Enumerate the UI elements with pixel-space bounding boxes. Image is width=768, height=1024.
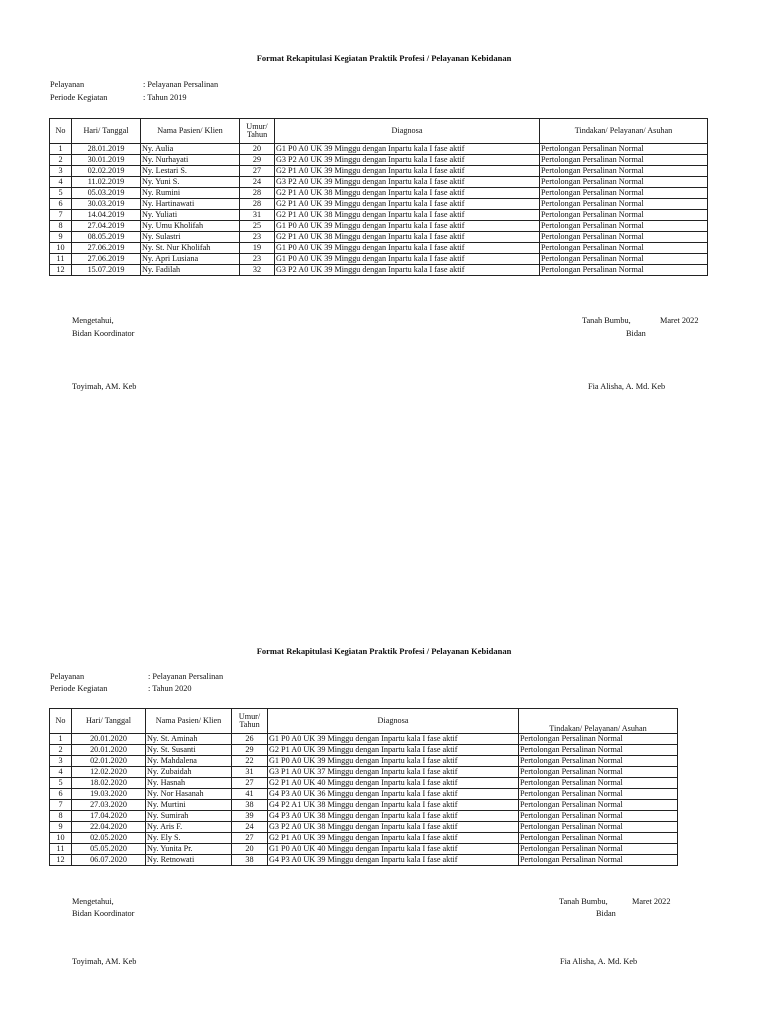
row-diagnosa: G2 P1 A0 UK 40 Minggu dengan Inpartu kala I fase aktif xyxy=(268,778,519,789)
mengetahui-text: Mengetahui, xyxy=(72,897,114,906)
row-tanggal: 30.01.2019 xyxy=(72,155,141,166)
row-tanggal: 28.01.2019 xyxy=(72,144,141,155)
row-no: 11 xyxy=(50,844,72,855)
row-tanggal: 20.01.2020 xyxy=(72,734,146,745)
row-umur: 38 xyxy=(232,855,268,866)
pelayanan-label: Pelayanan xyxy=(50,80,85,89)
row-no: 2 xyxy=(50,155,72,166)
row-tanggal: 17.04.2020 xyxy=(72,811,146,822)
row-nama: Ny. St. Nur Kholifah xyxy=(141,243,240,254)
table-row xyxy=(50,265,708,276)
row-nama: Ny. Yuni S. xyxy=(141,177,240,188)
row-umur: 25 xyxy=(240,221,275,232)
row-nama: Ny. St. Susanti xyxy=(146,745,232,756)
row-no: 9 xyxy=(50,822,72,833)
col-header-nama: Nama Pasien/ Klien xyxy=(146,709,232,734)
table-row xyxy=(50,166,708,177)
row-umur: 24 xyxy=(232,822,268,833)
table-row xyxy=(50,254,708,265)
row-tindakan: Pertolongan Persalinan Normal xyxy=(540,166,708,177)
row-tanggal: 20.01.2020 xyxy=(72,745,146,756)
row-umur: 31 xyxy=(240,210,275,221)
periode-label: Periode Kegiatan xyxy=(50,684,108,693)
table-row xyxy=(50,745,678,756)
row-tanggal: 15.07.2019 xyxy=(72,265,141,276)
row-no: 4 xyxy=(50,177,72,188)
row-diagnosa: G1 P0 A0 UK 39 Minggu dengan Inpartu kala I fase aktif xyxy=(268,734,519,745)
row-umur: 29 xyxy=(232,745,268,756)
row-nama: Ny. Nurhayati xyxy=(141,155,240,166)
table-row xyxy=(50,789,678,800)
row-tanggal: 30.03.2019 xyxy=(72,199,141,210)
row-tanggal: 08.05.2019 xyxy=(72,232,141,243)
periode-value: : Tahun 2020 xyxy=(148,684,192,693)
row-nama: Ny. Rumini xyxy=(141,188,240,199)
row-nama: Ny. Sulastri xyxy=(141,232,240,243)
place-text: Tanah Bumbu, xyxy=(582,316,631,325)
table-row xyxy=(50,232,708,243)
periode-label: Periode Kegiatan xyxy=(50,93,108,102)
col-header-umur: Umur/ Tahun xyxy=(240,119,275,144)
table-row xyxy=(50,800,678,811)
row-tindakan: Pertolongan Persalinan Normal xyxy=(540,232,708,243)
table-header-row xyxy=(50,709,678,734)
document-title: Format Rekapitulasi Kegiatan Praktik Profesi / Pelayanan Kebidanan xyxy=(256,53,512,63)
row-tindakan: Pertolongan Persalinan Normal xyxy=(540,221,708,232)
table-body xyxy=(50,144,708,276)
row-tindakan: Pertolongan Persalinan Normal xyxy=(540,254,708,265)
row-diagnosa: G1 P0 A0 UK 39 Minggu dengan Inpartu kala I fase aktif xyxy=(275,243,540,254)
row-tindakan: Pertolongan Persalinan Normal xyxy=(540,144,708,155)
row-umur: 22 xyxy=(232,756,268,767)
row-tanggal: 02.05.2020 xyxy=(72,833,146,844)
row-tanggal: 05.05.2020 xyxy=(72,844,146,855)
row-umur: 23 xyxy=(240,254,275,265)
row-tindakan: Pertolongan Persalinan Normal xyxy=(540,188,708,199)
row-nama: Ny. St. Aminah xyxy=(146,734,232,745)
row-diagnosa: G3 P2 A0 UK 39 Minggu dengan Inpartu kala I fase aktif xyxy=(275,265,540,276)
bidan-title: Bidan xyxy=(626,329,646,338)
row-nama: Ny. Sumirah xyxy=(146,811,232,822)
row-tindakan: Pertolongan Persalinan Normal xyxy=(540,243,708,254)
koordinator-title: Bidan Koordinator xyxy=(72,329,135,338)
row-diagnosa: G2 P1 A0 UK 38 Minggu dengan Inpartu kala I fase aktif xyxy=(275,188,540,199)
table-row xyxy=(50,855,678,866)
row-umur: 28 xyxy=(240,199,275,210)
row-tindakan: Pertolongan Persalinan Normal xyxy=(519,833,678,844)
row-tanggal: 02.01.2020 xyxy=(72,756,146,767)
row-no: 11 xyxy=(50,254,72,265)
row-diagnosa: G3 P2 A0 UK 38 Minggu dengan Inpartu kala I fase aktif xyxy=(268,822,519,833)
row-diagnosa: G2 P1 A0 UK 39 Minggu dengan Inpartu kala I fase aktif xyxy=(268,745,519,756)
row-no: 5 xyxy=(50,778,72,789)
rekap-table xyxy=(49,708,678,866)
pelayanan-label: Pelayanan xyxy=(50,672,85,681)
row-tindakan: Pertolongan Persalinan Normal xyxy=(519,789,678,800)
row-no: 12 xyxy=(50,265,72,276)
row-tindakan: Pertolongan Persalinan Normal xyxy=(540,177,708,188)
table-row xyxy=(50,144,708,155)
col-header-nama: Nama Pasien/ Klien xyxy=(141,119,240,144)
row-diagnosa: G2 P1 A0 UK 39 Minggu dengan Inpartu kala I fase aktif xyxy=(268,833,519,844)
table-row xyxy=(50,822,678,833)
row-no: 12 xyxy=(50,855,72,866)
row-diagnosa: G3 P2 A0 UK 39 Minggu dengan Inpartu kala I fase aktif xyxy=(275,155,540,166)
row-tanggal: 27.04.2019 xyxy=(72,221,141,232)
row-umur: 20 xyxy=(240,144,275,155)
table-row xyxy=(50,833,678,844)
row-tanggal: 02.02.2019 xyxy=(72,166,141,177)
row-tindakan: Pertolongan Persalinan Normal xyxy=(519,734,678,745)
koordinator-name: Toyimah, AM. Keb xyxy=(72,382,137,391)
row-umur: 27 xyxy=(232,778,268,789)
row-no: 1 xyxy=(50,734,72,745)
row-tanggal: 27.06.2019 xyxy=(72,243,141,254)
table-row xyxy=(50,177,708,188)
row-tanggal: 27.06.2019 xyxy=(72,254,141,265)
row-nama: Ny. Ely S. xyxy=(146,833,232,844)
row-umur: 31 xyxy=(232,767,268,778)
col-header-diagnosa: Diagnosa xyxy=(275,119,540,144)
row-tindakan: Pertolongan Persalinan Normal xyxy=(519,767,678,778)
document-title: Format Rekapitulasi Kegiatan Praktik Profesi / Pelayanan Kebidanan xyxy=(256,646,512,656)
row-diagnosa: G4 P3 A0 UK 39 Minggu dengan Inpartu kala I fase aktif xyxy=(268,855,519,866)
table-body xyxy=(50,734,678,866)
col-header-tindakan: Tindakan/ Pelayanan/ Asuhan xyxy=(540,119,708,144)
col-header-tanggal: Hari/ Tanggal xyxy=(72,709,146,734)
table-row xyxy=(50,767,678,778)
table-row xyxy=(50,243,708,254)
row-diagnosa: G4 P2 A1 UK 38 Minggu dengan Inpartu kala I fase aktif xyxy=(268,800,519,811)
koordinator-title: Bidan Koordinator xyxy=(72,909,135,918)
row-nama: Ny. Lestari S. xyxy=(141,166,240,177)
row-umur: 39 xyxy=(232,811,268,822)
row-tanggal: 06.07.2020 xyxy=(72,855,146,866)
row-nama: Ny. Yunita Pr. xyxy=(146,844,232,855)
row-no: 7 xyxy=(50,800,72,811)
row-diagnosa: G2 P1 A0 UK 38 Minggu dengan Inpartu kala I fase aktif xyxy=(275,210,540,221)
row-nama: Ny. Hartinawati xyxy=(141,199,240,210)
row-no: 10 xyxy=(50,833,72,844)
row-nama: Ny. Nor Hasanah xyxy=(146,789,232,800)
row-no: 6 xyxy=(50,789,72,800)
row-umur: 28 xyxy=(240,188,275,199)
row-nama: Ny. Hasnah xyxy=(146,778,232,789)
row-nama: Ny. Apri Lusiana xyxy=(141,254,240,265)
koordinator-name: Toyimah, AM. Keb xyxy=(72,957,137,966)
row-tindakan: Pertolongan Persalinan Normal xyxy=(519,745,678,756)
row-tindakan: Pertolongan Persalinan Normal xyxy=(540,155,708,166)
row-diagnosa: G1 P0 A0 UK 39 Minggu dengan Inpartu kala I fase aktif xyxy=(275,144,540,155)
row-tanggal: 27.03.2020 xyxy=(72,800,146,811)
row-diagnosa: G1 P0 A0 UK 40 Minggu dengan Inpartu kala I fase aktif xyxy=(268,844,519,855)
col-header-diagnosa: Diagnosa xyxy=(268,709,519,734)
col-header-tanggal: Hari/ Tanggal xyxy=(72,119,141,144)
table-row xyxy=(50,210,708,221)
row-diagnosa: G1 P0 A0 UK 39 Minggu dengan Inpartu kala I fase aktif xyxy=(275,221,540,232)
row-nama: Ny. Yuliati xyxy=(141,210,240,221)
row-nama: Ny. Retnowati xyxy=(146,855,232,866)
table-row xyxy=(50,756,678,767)
rekap-table xyxy=(49,118,708,276)
row-no: 2 xyxy=(50,745,72,756)
row-tanggal: 05.03.2019 xyxy=(72,188,141,199)
table-row xyxy=(50,778,678,789)
row-tindakan: Pertolongan Persalinan Normal xyxy=(540,265,708,276)
row-umur: 23 xyxy=(240,232,275,243)
pelayanan-value: : Pelayanan Persalinan xyxy=(143,80,219,89)
date-text: Maret 2022 xyxy=(660,316,699,325)
row-nama: Ny. Murtini xyxy=(146,800,232,811)
row-diagnosa: G3 P2 A0 UK 39 Minggu dengan Inpartu kala I fase aktif xyxy=(275,177,540,188)
table-row xyxy=(50,221,708,232)
row-no: 1 xyxy=(50,144,72,155)
row-diagnosa: G2 P1 A0 UK 39 Minggu dengan Inpartu kala I fase aktif xyxy=(275,166,540,177)
row-tanggal: 19.03.2020 xyxy=(72,789,146,800)
pelayanan-value: : Pelayanan Persalinan xyxy=(148,672,224,681)
row-tindakan: Pertolongan Persalinan Normal xyxy=(540,210,708,221)
row-tindakan: Pertolongan Persalinan Normal xyxy=(519,822,678,833)
row-no: 5 xyxy=(50,188,72,199)
row-no: 10 xyxy=(50,243,72,254)
table-row xyxy=(50,155,708,166)
row-umur: 27 xyxy=(240,166,275,177)
table-row xyxy=(50,811,678,822)
row-no: 9 xyxy=(50,232,72,243)
table-row xyxy=(50,188,708,199)
mengetahui-text: Mengetahui, xyxy=(72,316,114,325)
row-umur: 41 xyxy=(232,789,268,800)
row-tindakan: Pertolongan Persalinan Normal xyxy=(519,855,678,866)
row-tindakan: Pertolongan Persalinan Normal xyxy=(519,778,678,789)
table-row xyxy=(50,734,678,745)
col-header-no: No xyxy=(50,119,72,144)
row-diagnosa: G1 P0 A0 UK 39 Minggu dengan Inpartu kala I fase aktif xyxy=(268,756,519,767)
col-header-tindakan: Tindakan/ Pelayanan/ Asuhan xyxy=(519,709,678,734)
row-umur: 24 xyxy=(240,177,275,188)
row-no: 7 xyxy=(50,210,72,221)
table-row xyxy=(50,844,678,855)
row-diagnosa: G2 P1 A0 UK 38 Minggu dengan Inpartu kala I fase aktif xyxy=(275,232,540,243)
date-text: Maret 2022 xyxy=(632,897,671,906)
row-nama: Ny. Umu Kholifah xyxy=(141,221,240,232)
row-diagnosa: G4 P3 A0 UK 36 Minggu dengan Inpartu kala I fase aktif xyxy=(268,789,519,800)
row-tindakan: Pertolongan Persalinan Normal xyxy=(540,199,708,210)
place-text: Tanah Bumbu, xyxy=(559,897,608,906)
row-tanggal: 11.02.2019 xyxy=(72,177,141,188)
row-tindakan: Pertolongan Persalinan Normal xyxy=(519,811,678,822)
row-diagnosa: G4 P3 A0 UK 38 Minggu dengan Inpartu kala I fase aktif xyxy=(268,811,519,822)
row-no: 8 xyxy=(50,221,72,232)
row-no: 3 xyxy=(50,756,72,767)
row-diagnosa: G1 P0 A0 UK 39 Minggu dengan Inpartu kala I fase aktif xyxy=(275,254,540,265)
row-nama: Ny. Fadilah xyxy=(141,265,240,276)
row-diagnosa: G2 P1 A0 UK 39 Minggu dengan Inpartu kala I fase aktif xyxy=(275,199,540,210)
row-no: 8 xyxy=(50,811,72,822)
bidan-name: Fia Alisha, A. Md. Keb xyxy=(588,382,666,391)
col-header-umur: Umur/ Tahun xyxy=(232,709,268,734)
row-umur: 27 xyxy=(232,833,268,844)
row-tanggal: 22.04.2020 xyxy=(72,822,146,833)
row-nama: Ny. Mahdalena xyxy=(146,756,232,767)
bidan-name: Fia Alisha, A. Md. Keb xyxy=(560,957,638,966)
row-tindakan: Pertolongan Persalinan Normal xyxy=(519,844,678,855)
periode-value: : Tahun 2019 xyxy=(143,93,187,102)
row-tindakan: Pertolongan Persalinan Normal xyxy=(519,756,678,767)
row-diagnosa: G3 P1 A0 UK 37 Minggu dengan Inpartu kala I fase aktif xyxy=(268,767,519,778)
row-tanggal: 14.04.2019 xyxy=(72,210,141,221)
row-nama: Ny. Aris F. xyxy=(146,822,232,833)
row-nama: Ny. Zubaidah xyxy=(146,767,232,778)
row-umur: 19 xyxy=(240,243,275,254)
row-umur: 38 xyxy=(232,800,268,811)
row-umur: 20 xyxy=(232,844,268,855)
row-umur: 29 xyxy=(240,155,275,166)
row-tanggal: 18.02.2020 xyxy=(72,778,146,789)
row-no: 4 xyxy=(50,767,72,778)
table-header-row xyxy=(50,119,708,144)
row-nama: Ny. Aulia xyxy=(141,144,240,155)
row-umur: 26 xyxy=(232,734,268,745)
row-tanggal: 12.02.2020 xyxy=(72,767,146,778)
bidan-title: Bidan xyxy=(596,909,616,918)
row-no: 6 xyxy=(50,199,72,210)
row-umur: 32 xyxy=(240,265,275,276)
row-tindakan: Pertolongan Persalinan Normal xyxy=(519,800,678,811)
row-no: 3 xyxy=(50,166,72,177)
table-row xyxy=(50,199,708,210)
col-header-no: No xyxy=(50,709,72,734)
